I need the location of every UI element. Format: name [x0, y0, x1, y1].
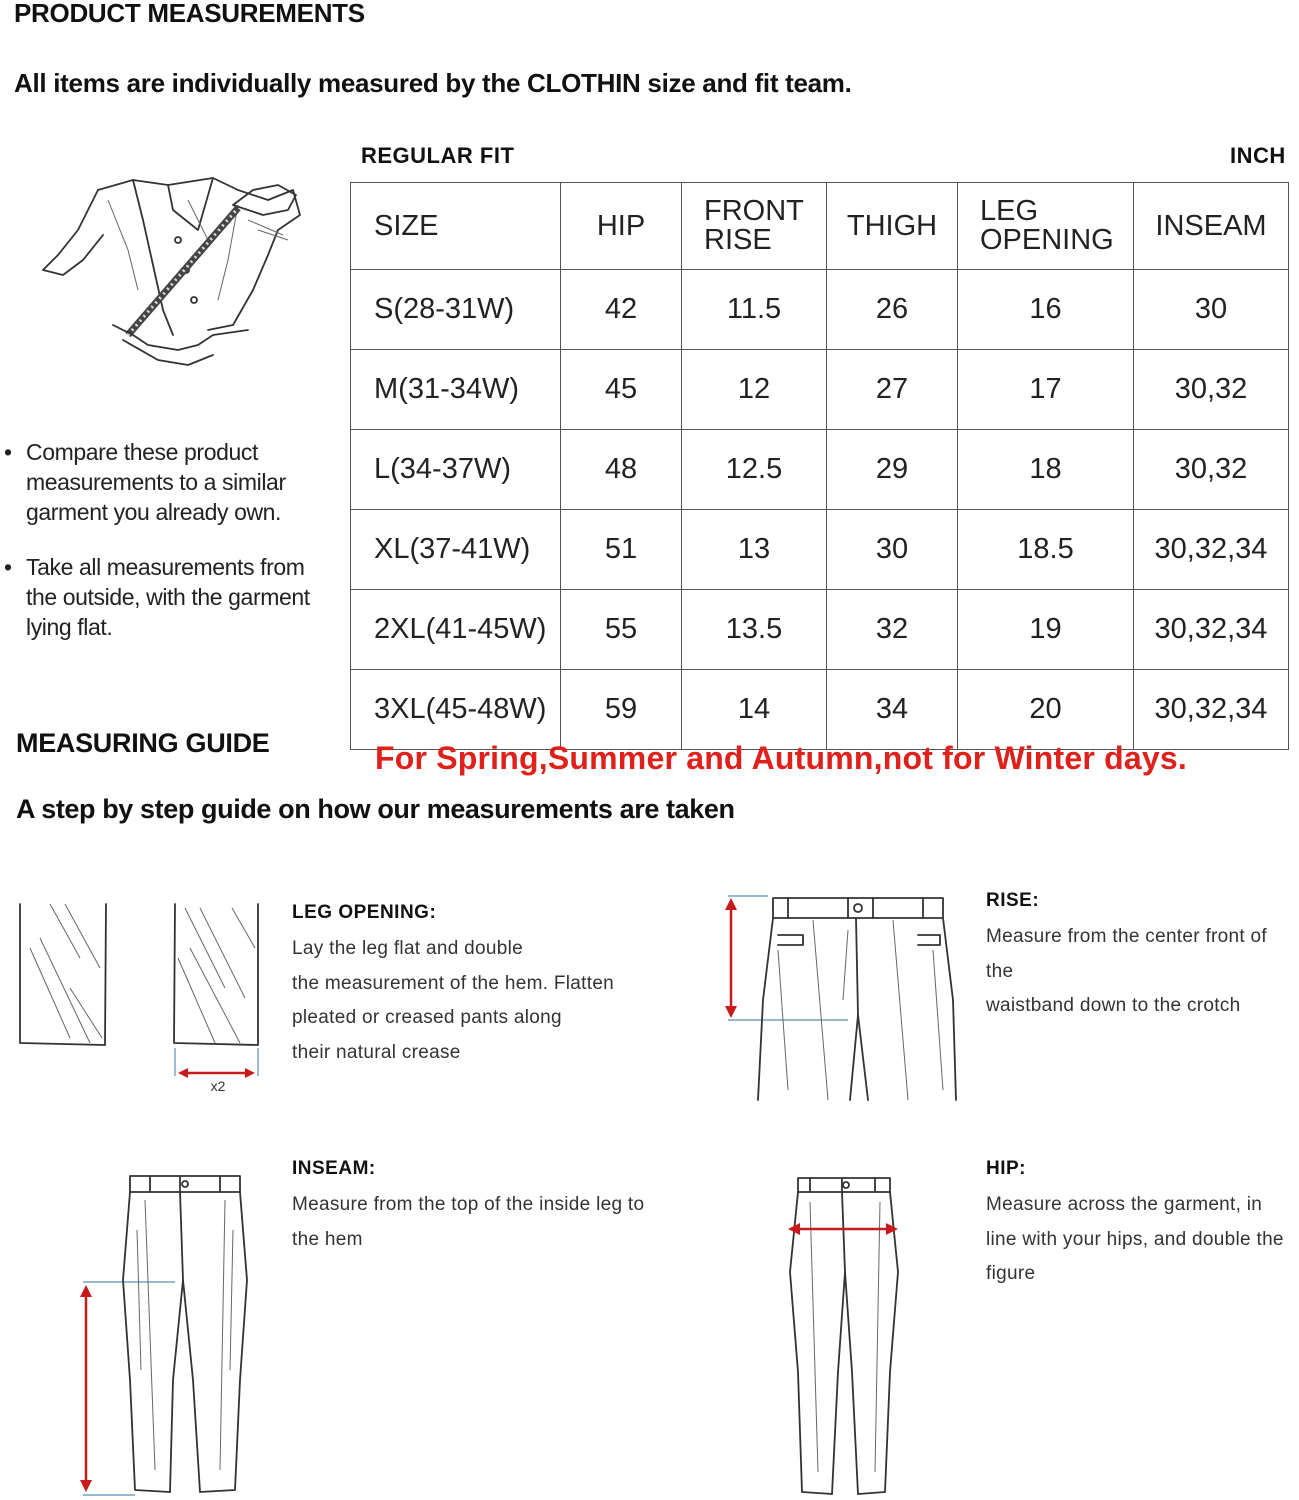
- table-cell: 27: [827, 350, 958, 430]
- bullet-icon: •: [4, 439, 12, 465]
- table-cell: 26: [827, 270, 958, 350]
- table-row: [351, 350, 1289, 430]
- table-cell: 18: [958, 430, 1134, 510]
- unit-label: INCH: [1230, 143, 1286, 168]
- fit-label: REGULAR FIT: [361, 143, 515, 168]
- table-cell: 30,32,34: [1134, 510, 1289, 590]
- table-cell: 30,32,34: [1134, 670, 1289, 750]
- leg-opening-illustration: [10, 898, 270, 1098]
- inseam-section: [292, 1158, 682, 1257]
- table-cell: 19: [958, 590, 1134, 670]
- table-cell: 13.5: [682, 590, 827, 670]
- section-line: the hem: [292, 1228, 363, 1250]
- inseam-illustration: [75, 1170, 275, 1500]
- table-cell: 29: [827, 430, 958, 510]
- section-line: line with your hips, and double the: [986, 1228, 1284, 1250]
- table-row: [351, 270, 1289, 350]
- table-row: [351, 670, 1289, 750]
- tip-item: [4, 552, 324, 642]
- section-line: Measure from the top of the inside leg to: [292, 1194, 645, 1215]
- table-cell: 13: [682, 510, 827, 590]
- multiplier-label: x2: [210, 1078, 226, 1094]
- table-cell: 59: [561, 670, 682, 750]
- page-title: PRODUCT MEASUREMENTS: [14, 0, 365, 28]
- table-cell: 32: [827, 590, 958, 670]
- table-cell: 42: [561, 270, 682, 350]
- table-cell: 30,32,34: [1134, 590, 1289, 670]
- table-cell: 30,32: [1134, 350, 1289, 430]
- hip-section: [986, 1158, 1296, 1292]
- section-line: figure: [986, 1263, 1036, 1284]
- table-cell: XL(37-41W): [351, 510, 561, 590]
- table-row: [351, 590, 1289, 670]
- table-cell: 30,32: [1134, 430, 1289, 510]
- measurement-tips: [4, 437, 324, 667]
- section-line: Lay the leg flat and double: [292, 938, 523, 959]
- shirt-measuring-illustration: [38, 160, 308, 385]
- table-cell: 55: [561, 590, 682, 670]
- table-row: [351, 510, 1289, 590]
- table-cell: S(28-31W): [351, 270, 561, 350]
- table-row: [351, 430, 1289, 510]
- column-header: SIZE: [351, 183, 561, 270]
- column-header: LEG OPENING: [958, 183, 1134, 270]
- table-cell: 12.5: [682, 430, 827, 510]
- guide-subtitle: A step by step guide on how our measurements are taken: [16, 794, 735, 824]
- table-cell: 14: [682, 670, 827, 750]
- tip-text: Compare these product measurements to a similar garment you already own.: [26, 439, 286, 525]
- table-cell: 11.5: [682, 270, 827, 350]
- section-title: INSEAM:: [292, 1158, 376, 1179]
- table-cell: 2XL(41-45W): [351, 590, 561, 670]
- bullet-icon: •: [4, 554, 12, 580]
- table-cell: L(34-37W): [351, 430, 561, 510]
- table-cell: 30: [1134, 270, 1289, 350]
- rise-illustration: [718, 890, 968, 1102]
- table-cell: 45: [561, 350, 682, 430]
- table-cell: 3XL(45-48W): [351, 670, 561, 750]
- section-line: their natural crease: [292, 1041, 461, 1063]
- table-cell: 30: [827, 510, 958, 590]
- leg-opening-section: [292, 902, 682, 1070]
- table-cell: 16: [958, 270, 1134, 350]
- table-cell: 18.5: [958, 510, 1134, 590]
- page-subtitle: All items are individually measured by the CLOTHIN size and fit team.: [14, 68, 852, 98]
- rise-section: [986, 890, 1296, 1024]
- table-header-row: [351, 183, 1289, 270]
- column-header: INSEAM: [1134, 183, 1289, 270]
- hip-illustration: [780, 1172, 910, 1500]
- section-title: HIP:: [986, 1158, 1026, 1179]
- table-cell: 12: [682, 350, 827, 430]
- tip-text: Take all measurements from the outside, with the garment lying flat.: [26, 554, 310, 640]
- tip-item: [4, 437, 324, 527]
- column-header: HIP: [561, 183, 682, 270]
- table-cell: 17: [958, 350, 1134, 430]
- section-title: LEG OPENING:: [292, 902, 437, 923]
- guide-title: MEASURING GUIDE: [16, 728, 270, 758]
- size-chart-table: [350, 182, 1289, 750]
- table-cell: M(31-34W): [351, 350, 561, 430]
- table-cell: 34: [827, 670, 958, 750]
- column-header: FRONT RISE: [682, 183, 827, 270]
- section-line: waistband down to the crotch: [986, 995, 1241, 1016]
- season-note: For Spring,Summer and Autumn,not for Winter days.: [375, 740, 1187, 776]
- table-cell: 51: [561, 510, 682, 590]
- column-header: THIGH: [827, 183, 958, 270]
- section-line: Measure across the garment, in: [986, 1194, 1263, 1215]
- section-line: Measure from the center front of the: [986, 926, 1267, 982]
- section-line: the measurement of the hem. Flatten: [292, 972, 615, 994]
- section-title: RISE:: [986, 890, 1040, 911]
- table-cell: 48: [561, 430, 682, 510]
- table-cell: 20: [958, 670, 1134, 750]
- section-line: pleated or creased pants along: [292, 1007, 562, 1028]
